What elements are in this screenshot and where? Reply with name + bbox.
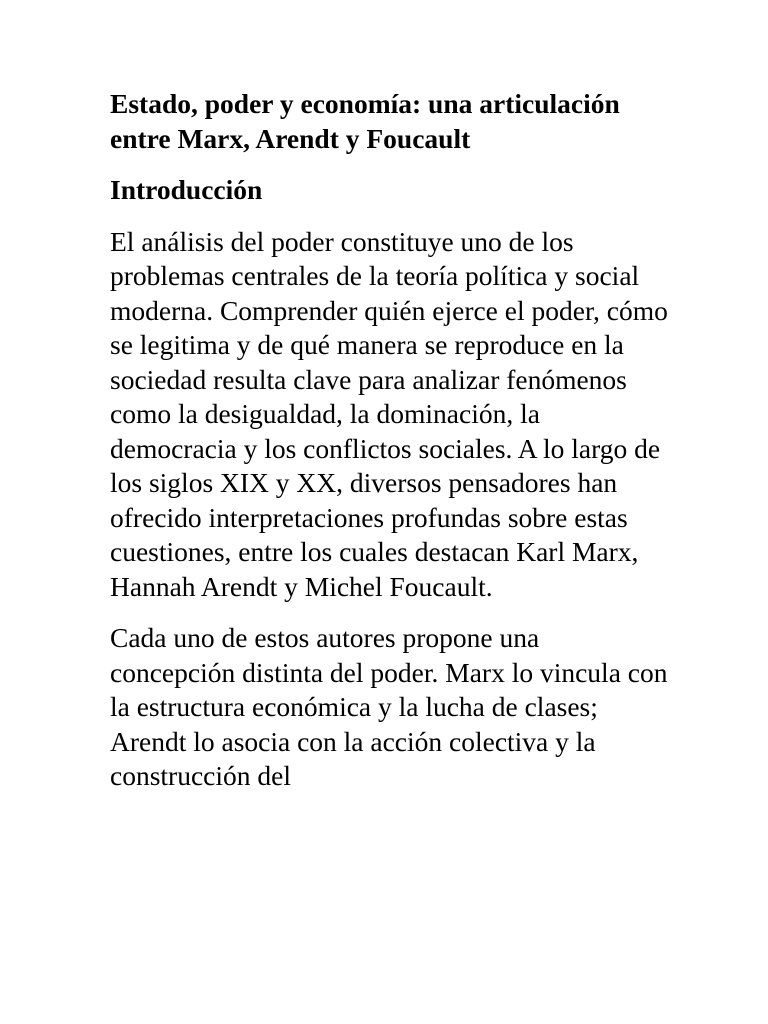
paragraph-1: El análisis del poder constituye uno de los problemas centrales de la teoría política y social moderna. Comprender quién ejerce el poder, cómo se legitima y de qué manera se reproduce en la sociedad resulta clave para analizar fenómenos como la desigualdad, la dominación, la democracia y los conflictos sociales. A lo largo de los siglos XIX y XX, diversos pensadores han ofrecido interpretaciones profundas sobre estas cuestiones, entre los cuales destacan Karl Marx, Hannah Arendt y Michel Foucault. [110, 225, 668, 602]
paragraph-2: Cada uno de estos autores propone una concepción distinta del poder. Marx lo vincula con la estructura económica y la lucha de clases; Arendt lo asocia con la acción colectiva y la construcción del [110, 622, 668, 791]
document-title: Estado, poder y economía: una articulación entre Marx, Arendt y Foucault [110, 88, 620, 154]
section-heading-introduccion: Introducción [110, 174, 263, 205]
